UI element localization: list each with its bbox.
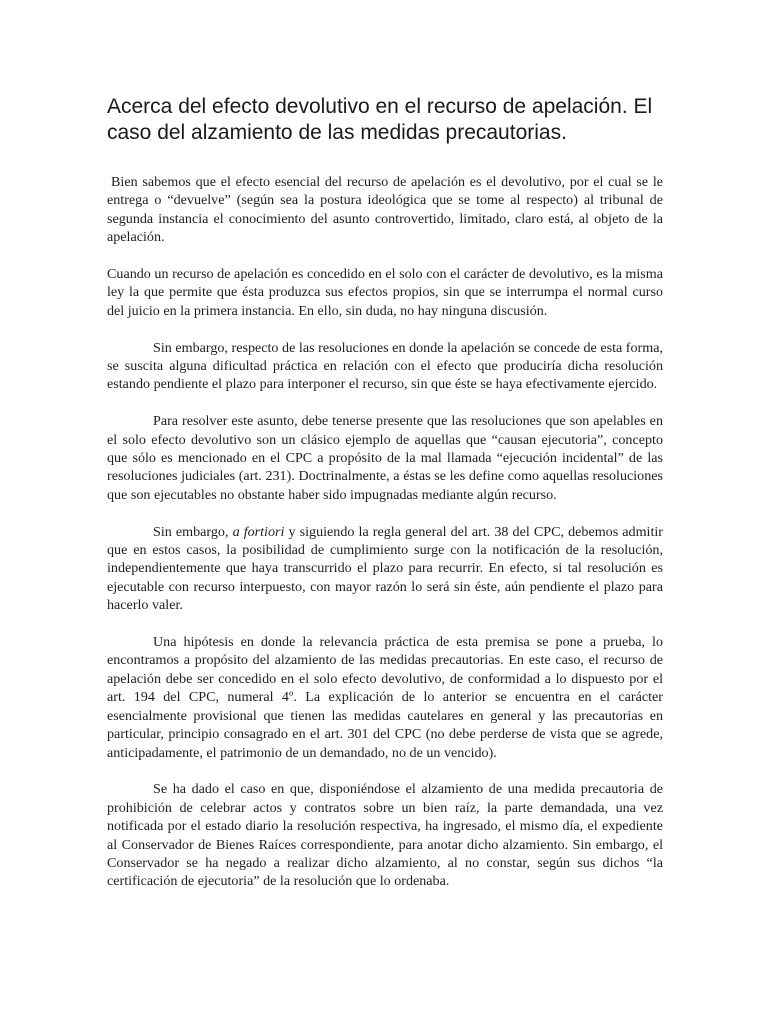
paragraph-2: Cuando un recurso de apelación es concedido en el solo con el carácter de devolutivo, es la misma ley la que permite que ésta produzca sus efectos propios, sin que se interrumpa el normal curso del juicio en la primera instancia. En ello, sin duda, no hay ninguna discusión. xyxy=(107,266,663,319)
paragraph-5 xyxy=(107,523,663,615)
paragraph-5-text-start: Sin embargo, xyxy=(153,523,233,540)
paragraph-5-text-end: y siguiendo la regla general del art. 38 del CPC, debemos admitir que en estos casos, la posibilidad de cumplimiento surge con la notificación de la resolución, independientemente que haya transcurrido el plazo para recurrir. En efecto, si tal resolución es ejecutable con recurso interpuesto, con mayor razón lo será sin éste, aún pendiente el plazo para hacerlo valer. xyxy=(107,523,663,614)
paragraph-4: Para resolver este asunto, debe tenerse presente que las resoluciones que son apelables en el solo efecto devolutivo son un clásico ejemplo de aquellas que “causan ejecutoria”, concepto que sólo es mencionado en el CPC a propósito de la mal llamada “ejecución incidental” de las resoluciones judiciales (art. 231). Doctrinalmente, a éstas se les define como aquellas resoluciones que son ejecutables no obstante haber sido impugnadas mediante algún recurso. xyxy=(107,413,663,503)
paragraph-3: Sin embargo, respecto de las resoluciones en donde la apelación se concede de esta forma, se suscita alguna dificultad práctica en relación con el efecto que produciría dicha resolución estando pendiente el plazo para interponer el recurso, sin que éste se haya efectivamente ejercido. xyxy=(107,339,663,393)
paragraph-1: Bien sabemos que el efecto esencial del recurso de apelación es el devolutivo, por el cual se le entrega o “devuelve” (según sea la postura ideológica que se tome al respecto) al tribunal de segunda instancia el conocimiento del asunto controvertido, limitado, claro está, al objeto de la apelación. xyxy=(107,174,663,246)
document-page xyxy=(107,94,663,909)
paragraph-6: Una hipótesis en donde la relevancia práctica de esta premisa se pone a prueba, lo encontramos a propósito del alzamiento de las medidas precautorias. En este caso, el recurso de apelación debe ser concedido en el solo efecto devolutivo, de conformidad a lo dispuesto por el art. 194 del CPC, numeral 4º. La explicación de lo anterior se encuentra en el carácter esencialmente provisional que tienen las medidas cautelares en general y las precautorias en particular, principio consagrado en el art. 301 del CPC (no debe perderse de vista que se agrede, anticipadamente, el patrimonio de un demandado, no de un vencido). xyxy=(107,634,663,761)
document-title: Acerca del efecto devolutivo en el recurso de apelación. El caso del alzamiento de las medidas precautorias. xyxy=(107,95,653,144)
paragraph-5-italic-term: a fortiori xyxy=(232,523,285,540)
paragraph-7: Se ha dado el caso en que, disponiéndose el alzamiento de una medida precautoria de prohibición de celebrar actos y contratos sobre un bien raíz, la parte demandada, una vez notificada por el estado diario la resolución respectiva, ha ingresado, el mismo día, el expediente al Conservador de Bienes Raíces correspondiente, para anotar dicho alzamiento. Sin embargo, el Conservador se ha negado a realizar dicho alzamiento, al no constar, según sus dichos “la certificación de ejecutoria” de la resolución que lo ordenaba. xyxy=(107,781,663,890)
